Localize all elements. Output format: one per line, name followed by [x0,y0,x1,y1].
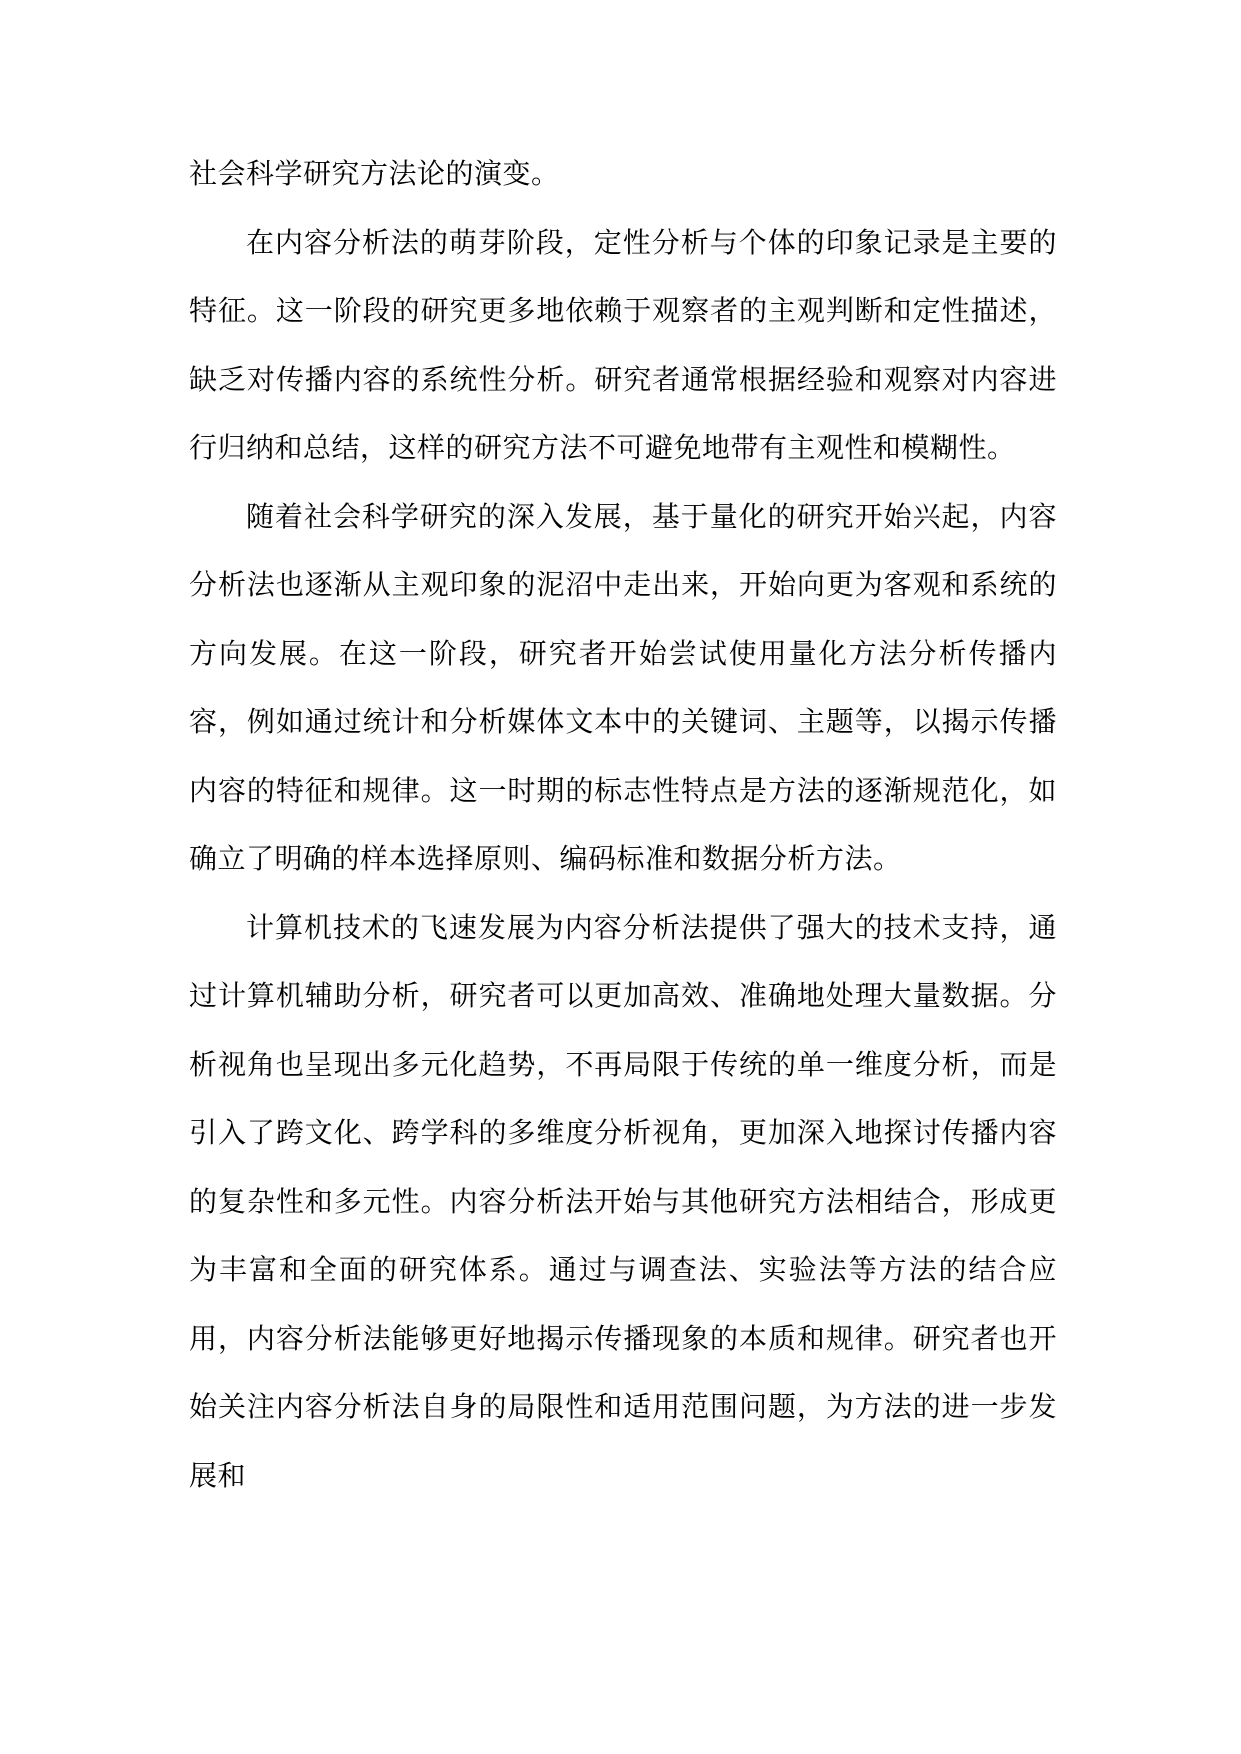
paragraph-1: 社会科学研究方法论的演变。 [189,157,560,190]
body-text [189,140,1057,1510]
paragraph-2: 在内容分析法的萌芽阶段，定性分析与个体的印象记录是主要的特征。这一阶段的研究更多地依赖于观察者的主观判断和定性描述，缺乏对传播内容的系统性分析。研究者通常根据经验和观察对内容进行归纳和总结，这样的研究方法不可避免地带有主观性和模糊性。 [189,225,1057,464]
paragraph-3: 随着社会科学研究的深入发展，基于量化的研究开始兴起，内容分析法也逐渐从主观印象的泥沼中走出来，开始向更为客观和系统的方向发展。在这一阶段，研究者开始尝试使用量化方法分析传播内容，例如通过统计和分析媒体文本中的关键词、主题等，以揭示传播内容的特征和规律。这一时期的标志性特点是方法的逐渐规范化，如确立了明确的样本选择原则、编码标准和数据分析方法。 [189,499,1057,875]
paragraph-4: 计算机技术的飞速发展为内容分析法提供了强大的技术支持，通过计算机辅助分析，研究者可以更加高效、准确地处理大量数据。分析视角也呈现出多元化趋势，不再局限于传统的单一维度分析，而是引入了跨文化、跨学科的多维度分析视角，更加深入地探讨传播内容的复杂性和多元性。内容分析法开始与其他研究方法相结合，形成更为丰富和全面的研究体系。通过与调查法、实验法等方法的结合应用，内容分析法能够更好地揭示传播现象的本质和规律。研究者也开始关注内容分析法自身的局限性和适用范围问题，为方法的进一步发展和 [189,910,1057,1492]
